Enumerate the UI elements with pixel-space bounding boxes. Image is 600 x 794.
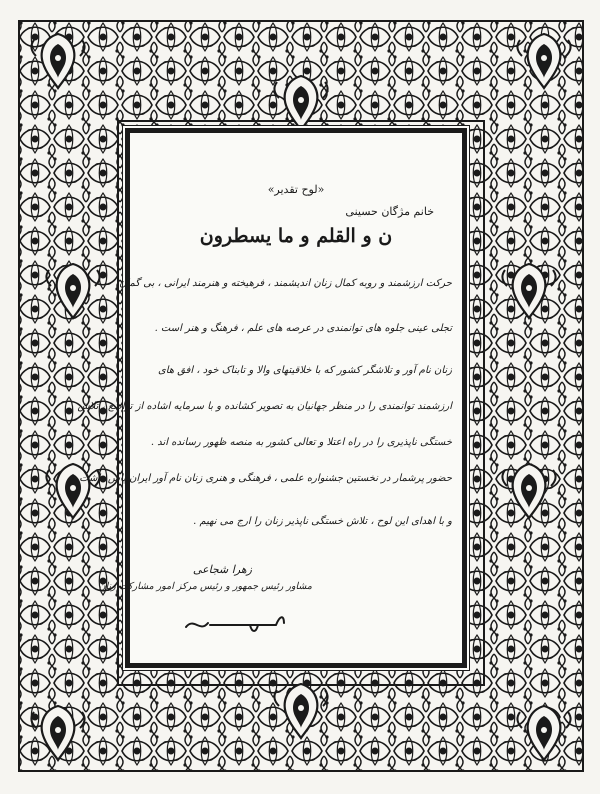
body-text-line: خستگی ناپذیری را در راه اعتلا و تعالی کشور به منصه ظهور رسانده اند . [150, 437, 452, 448]
body-text-line: ارزشمند توانمندی را در منظر جهانیان به تصویر کشانده و با سرمایه اشاده از تواضع ، تلاش [77, 401, 452, 412]
body-text-line: و با اهدای این لوح ، تلاش خستگی ناپذیر زنان را ارج می نهیم . [193, 516, 452, 527]
handwritten-signature [180, 603, 290, 643]
recipient-name: خانم مژگان حسینی [345, 205, 434, 218]
signer-title: مشاور رئیس جمهور و رئیس مرکز امور مشارکت زنان [98, 581, 312, 592]
body-text-line: تجلی عینی جلوه های توانمندی در عرصه های علم ، فرهنگ و هنر است . [154, 323, 452, 334]
certificate-text-panel [77, 128, 467, 668]
quran-verse-calligraphy: ن و القلم و ما یسطرون [199, 225, 393, 247]
certificate-title: «لوح تقدیر» [267, 183, 325, 196]
body-text-line: حضور پرشمار در نخستین جشنواره علمی ، فرهنگی و هنری زنان نام آور ایران پاس داشت [79, 473, 452, 484]
body-text-line: حرکت ارزشمند و روبه کمال زنان اندیشمند ، فرهیخته و هنرمند ایرانی ، بی گمان [119, 278, 452, 289]
signer-name: زهرا شجاعی [192, 563, 252, 576]
body-text-line: زنان نام آور و تلاشگر کشور که با خلاقیتهای والا و تابناک خود ، افق های [157, 365, 452, 376]
